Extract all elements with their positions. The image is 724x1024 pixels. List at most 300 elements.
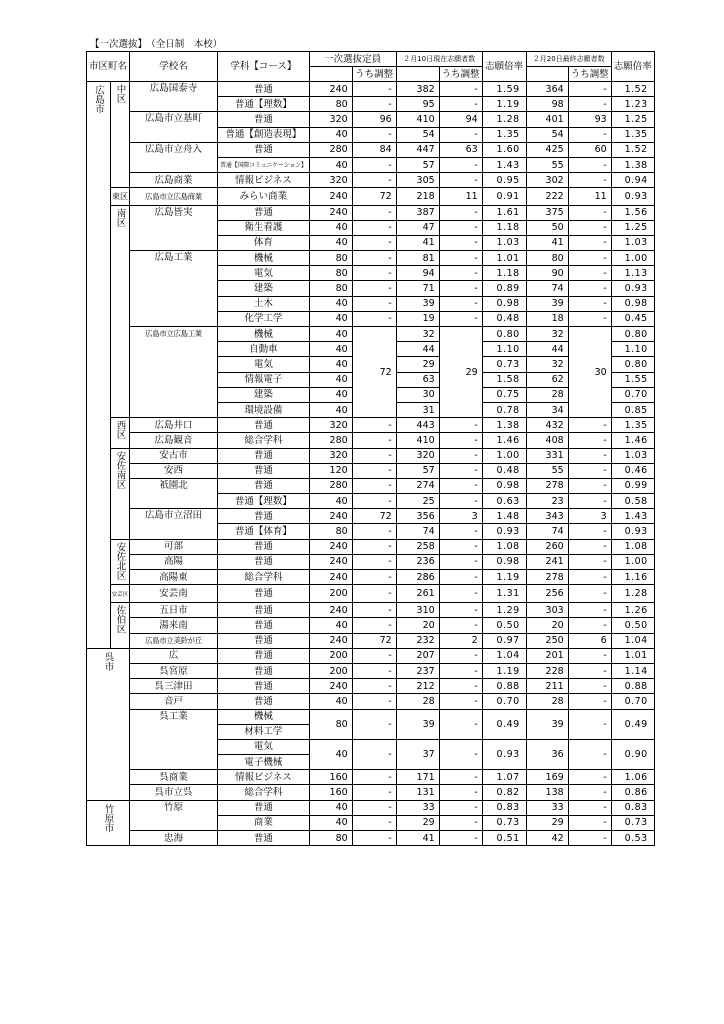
capacity-value: 80 [309,97,352,112]
capacity-adjust-value: - [352,281,396,296]
department: 衛生看護 [218,220,310,235]
school-name: 広島市立広島工業 [130,327,218,418]
feb20-applicants: 50 [526,220,568,235]
feb20-adjust-value: - [568,478,611,493]
school-name: 安芸南 [130,585,218,603]
capacity-value: 200 [309,585,352,603]
feb20-adjust-value: - [568,448,611,463]
ratio2-value: 1.56 [611,205,654,220]
ratio2-value: 1.04 [611,633,654,648]
feb20-applicants: 364 [526,82,568,97]
ratio2-value: 0.49 [611,709,654,739]
capacity-value: 240 [309,570,352,585]
feb20-adjust-value: 60 [568,142,611,157]
school-name: 広島商業 [130,173,218,188]
capacity-value: 240 [309,679,352,694]
ratio1-value: 1.00 [482,448,526,463]
header-capacity-blank [309,67,352,82]
city-cell [87,648,130,800]
feb10-applicants: 28 [396,694,439,709]
capacity-value: 80 [309,251,352,266]
feb20-applicants: 29 [526,815,568,830]
feb10-adjust-value: - [439,463,482,478]
feb10-applicants: 95 [396,97,439,112]
feb20-adjust-value: 93 [568,112,611,127]
ward-name: 安佐南区 [114,450,126,489]
ratio2-value: 1.38 [611,157,654,172]
ratio1-value: 0.63 [482,494,526,509]
feb20-adjust-value: - [568,648,611,663]
school-name: 広島市立舟入 [130,142,218,172]
department: 総合学科 [218,433,310,448]
header-ratio2: 志願倍率 [611,52,654,82]
feb20-applicants: 228 [526,663,568,678]
feb10-applicants: 274 [396,478,439,493]
department: 電気 [218,739,310,754]
capacity-value: 280 [309,433,352,448]
ratio1-value: 0.89 [482,281,526,296]
feb20-adjust-value: - [568,494,611,509]
department: 普通 [218,831,310,846]
ratio2-value: 0.93 [611,281,654,296]
feb10-applicants: 41 [396,235,439,250]
school-name: 祇園北 [130,478,218,508]
feb20-adjust-value: - [568,97,611,112]
table-row [87,418,655,433]
ratio2-value: 1.26 [611,603,654,618]
feb20-applicants: 39 [526,709,568,739]
capacity-value: 40 [309,402,352,417]
city-name: 広島市 [92,85,104,114]
table-row [87,770,655,785]
feb20-adjust-value: - [568,831,611,846]
ratio1-value: 0.50 [482,618,526,633]
header-feb20: ２月20日最終志願者数 [526,52,611,67]
table-row [87,554,655,569]
table-row [87,433,655,448]
table-row [87,570,655,585]
ratio1-value: 0.97 [482,633,526,648]
header-feb10: ２月10日現在志願者数 [396,52,482,67]
ratio1-value: 0.98 [482,554,526,569]
capacity-adjust-value: - [352,173,396,188]
feb20-applicants: 32 [526,357,568,372]
ratio2-value: 0.80 [611,327,654,342]
feb20-applicants: 42 [526,831,568,846]
feb20-applicants: 34 [526,402,568,417]
feb20-applicants: 211 [526,679,568,694]
ratio2-value: 0.70 [611,694,654,709]
capacity-value: 320 [309,173,352,188]
feb10-applicants: 261 [396,585,439,603]
ratio1-value: 1.48 [482,509,526,524]
feb10-adjust-value: 2 [439,633,482,648]
capacity-adjust-value: - [352,770,396,785]
capacity-adjust-value: - [352,785,396,800]
department: 建築 [218,387,310,402]
feb20-adjust-value: - [568,311,611,326]
capacity-value: 40 [309,739,352,769]
feb10-adjust-value: - [439,433,482,448]
header-feb10-blank [396,67,439,82]
ward-name: 東区 [111,192,128,202]
department: 化学工学 [218,311,310,326]
feb20-applicants: 98 [526,97,568,112]
capacity-adjust-value: - [352,539,396,554]
department: 普通 [218,800,310,815]
feb20-applicants: 375 [526,205,568,220]
capacity-value: 160 [309,785,352,800]
feb10-applicants: 410 [396,433,439,448]
capacity-adjust-value: - [352,157,396,172]
department: 機械 [218,327,310,342]
feb10-applicants: 31 [396,402,439,417]
ratio2-value: 1.25 [611,112,654,127]
header-capacity: 一次選抜定員 [309,52,396,67]
school-name: 可部 [130,539,218,554]
ratio1-value: 1.58 [482,372,526,387]
feb20-adjust-value: - [568,663,611,678]
ratio1-value: 0.78 [482,402,526,417]
header-feb20-blank [526,67,568,82]
feb10-adjust-value: - [439,524,482,539]
feb20-adjust-value: 30 [568,327,611,418]
feb10-applicants: 41 [396,831,439,846]
department: 普通 [218,82,310,97]
feb10-applicants: 20 [396,618,439,633]
department: 普通 [218,618,310,633]
ratio1-value: 1.04 [482,648,526,663]
ratio1-value: 0.82 [482,785,526,800]
feb20-applicants: 39 [526,296,568,311]
feb10-adjust-value: - [439,205,482,220]
feb20-adjust-value: - [568,82,611,97]
feb20-adjust-value: - [568,785,611,800]
ratio1-value: 0.88 [482,679,526,694]
feb20-adjust-value: - [568,554,611,569]
table-row [87,663,655,678]
department: 機械 [218,709,310,724]
ratio1-value: 1.08 [482,539,526,554]
ratio1-value: 1.28 [482,112,526,127]
school-name: 広島市立基町 [130,112,218,142]
feb20-applicants: 41 [526,235,568,250]
feb20-adjust-value: - [568,770,611,785]
ratio2-value: 1.35 [611,127,654,142]
ratio1-value: 0.98 [482,296,526,311]
feb20-applicants: 36 [526,739,568,769]
ratio2-value: 0.94 [611,173,654,188]
school-name: 呉市立呉 [130,785,218,800]
capacity-adjust-value: - [352,585,396,603]
feb10-adjust-value: - [439,539,482,554]
feb10-adjust-value: - [439,478,482,493]
ratio2-value: 1.55 [611,372,654,387]
ratio1-value: 0.83 [482,800,526,815]
ratio2-value: 1.52 [611,142,654,157]
feb10-adjust-value: - [439,831,482,846]
feb20-applicants: 222 [526,188,568,205]
table-caption [90,36,222,50]
ratio1-value: 1.07 [482,770,526,785]
department: 電気 [218,357,310,372]
capacity-adjust-value: - [352,648,396,663]
capacity-adjust-value: - [352,570,396,585]
ratio2-value: 0.73 [611,815,654,830]
feb10-adjust-value: - [439,281,482,296]
feb20-applicants: 55 [526,157,568,172]
feb10-adjust-value: - [439,770,482,785]
feb10-applicants: 47 [396,220,439,235]
feb10-applicants: 218 [396,188,439,205]
ratio2-value: 1.16 [611,570,654,585]
capacity-adjust-value: - [352,448,396,463]
feb20-applicants: 425 [526,142,568,157]
capacity-adjust-value: - [352,554,396,569]
school-name: 高陽 [130,554,218,569]
ratio2-value: 1.28 [611,585,654,603]
ratio1-value: 1.43 [482,157,526,172]
capacity-value: 80 [309,831,352,846]
department: 普通 [218,205,310,220]
ratio2-value: 1.10 [611,342,654,357]
feb10-adjust-value: - [439,618,482,633]
feb10-applicants: 63 [396,372,439,387]
feb10-applicants: 29 [396,815,439,830]
capacity-adjust-value: - [352,831,396,846]
capacity-value: 240 [309,633,352,648]
ward-cell [110,188,129,205]
table-row [87,173,655,188]
table-row [87,463,655,478]
ratio2-value: 1.46 [611,433,654,448]
capacity-adjust-value: - [352,433,396,448]
ratio1-value: 0.73 [482,357,526,372]
capacity-adjust-value: - [352,220,396,235]
table-row [87,448,655,463]
ratio1-value: 1.60 [482,142,526,157]
department: 普通【理数】 [218,97,310,112]
department: 普通 [218,448,310,463]
capacity-value: 120 [309,463,352,478]
feb20-applicants: 169 [526,770,568,785]
feb20-adjust-value: - [568,220,611,235]
department: 普通【理数】 [218,494,310,509]
city-name: 呉市 [102,651,114,671]
capacity-adjust-value: 72 [352,327,396,418]
ratio1-value: 1.19 [482,570,526,585]
ratio2-value: 1.23 [611,97,654,112]
capacity-adjust-value: 72 [352,188,396,205]
table-row [87,112,655,127]
feb20-adjust-value: 6 [568,633,611,648]
department: 総合学科 [218,785,310,800]
header-feb10-adjust: うち調整 [439,67,482,82]
ward-cell [110,585,129,603]
table-row [87,585,655,603]
feb10-applicants: 286 [396,570,439,585]
feb10-adjust-value: - [439,694,482,709]
department: 情報電子 [218,372,310,387]
capacity-adjust-value: - [352,800,396,815]
table-row [87,327,655,342]
capacity-adjust-value: - [352,815,396,830]
feb10-applicants: 236 [396,554,439,569]
feb20-adjust-value: - [568,585,611,603]
feb20-adjust-value: - [568,679,611,694]
table-row [87,800,655,815]
capacity-adjust-value: - [352,679,396,694]
ratio2-value: 1.13 [611,266,654,281]
capacity-value: 80 [309,709,352,739]
school-name: 湯来南 [130,618,218,633]
feb10-applicants: 39 [396,296,439,311]
department: 機械 [218,251,310,266]
school-name: 安古市 [130,448,218,463]
ratio1-value: 1.10 [482,342,526,357]
ratio1-value: 1.46 [482,433,526,448]
ratio2-value: 1.14 [611,663,654,678]
feb20-applicants: 303 [526,603,568,618]
capacity-adjust-value: - [352,603,396,618]
department: 普通 [218,663,310,678]
feb20-adjust-value: - [568,603,611,618]
feb20-applicants: 80 [526,251,568,266]
school-name: 呉工業 [130,709,218,770]
feb20-applicants: 241 [526,554,568,569]
feb20-applicants: 278 [526,570,568,585]
capacity-adjust-value: - [352,694,396,709]
ward-cell [110,539,129,585]
feb10-applicants: 57 [396,463,439,478]
department: 普通 [218,463,310,478]
department: 普通 [218,112,310,127]
school-name: 広 [130,648,218,663]
feb20-applicants: 28 [526,694,568,709]
feb10-applicants: 232 [396,633,439,648]
ratio1-value: 1.31 [482,585,526,603]
feb20-adjust-value: - [568,739,611,769]
department: みらい商業 [218,188,310,205]
feb10-adjust-value: - [439,585,482,603]
school-name: 広島工業 [130,251,218,327]
feb20-applicants: 74 [526,524,568,539]
capacity-value: 40 [309,357,352,372]
ward-name: 南区 [114,207,126,227]
feb10-applicants: 39 [396,709,439,739]
table-row [87,539,655,554]
feb20-adjust-value: - [568,694,611,709]
feb10-applicants: 37 [396,739,439,769]
capacity-adjust-value: - [352,494,396,509]
feb10-adjust-value: - [439,679,482,694]
capacity-value: 40 [309,296,352,311]
feb10-adjust-value: - [439,296,482,311]
capacity-adjust-value: - [352,418,396,433]
ratio1-value: 0.91 [482,188,526,205]
feb20-applicants: 260 [526,539,568,554]
capacity-adjust-value: - [352,82,396,97]
feb10-adjust-value: - [439,554,482,569]
feb10-applicants: 131 [396,785,439,800]
feb20-applicants: 408 [526,433,568,448]
ratio2-value: 1.08 [611,539,654,554]
feb20-applicants: 90 [526,266,568,281]
feb20-applicants: 432 [526,418,568,433]
feb20-applicants: 54 [526,127,568,142]
table-row [87,831,655,846]
table-row [87,633,655,648]
table-row [87,478,655,493]
department: 普通 [218,694,310,709]
ratio2-value: 1.01 [611,648,654,663]
feb20-adjust-value: - [568,296,611,311]
capacity-value: 80 [309,266,352,281]
feb20-adjust-value: - [568,539,611,554]
capacity-adjust-value: 72 [352,633,396,648]
feb20-adjust-value: - [568,173,611,188]
ratio1-value: 0.80 [482,327,526,342]
feb20-adjust-value: - [568,266,611,281]
feb20-applicants: 201 [526,648,568,663]
feb10-adjust-value: - [439,220,482,235]
table-row [87,82,655,97]
feb10-applicants: 25 [396,494,439,509]
feb20-applicants: 278 [526,478,568,493]
department: 体育 [218,235,310,250]
capacity-value: 80 [309,281,352,296]
feb20-applicants: 331 [526,448,568,463]
feb10-applicants: 29 [396,357,439,372]
school-name: 竹原 [130,800,218,830]
feb10-applicants: 19 [396,311,439,326]
ward-cell [110,448,129,539]
capacity-value: 320 [309,112,352,127]
department: 普通 [218,679,310,694]
ratio1-value: 1.61 [482,205,526,220]
ratio1-value: 0.93 [482,524,526,539]
capacity-value: 280 [309,478,352,493]
ratio2-value: 1.25 [611,220,654,235]
capacity-value: 240 [309,205,352,220]
feb20-adjust-value: - [568,800,611,815]
feb10-adjust-value: - [439,97,482,112]
capacity-adjust-value: - [352,478,396,493]
capacity-value: 40 [309,342,352,357]
ratio2-value: 0.90 [611,739,654,769]
department: 普通【創造表現】 [218,127,310,142]
feb10-applicants: 81 [396,251,439,266]
department: 情報ビジネス [218,770,310,785]
feb20-adjust-value: - [568,235,611,250]
table-row [87,785,655,800]
capacity-adjust-value: - [352,205,396,220]
capacity-value: 320 [309,448,352,463]
ratio1-value: 1.18 [482,266,526,281]
ratio2-value: 1.43 [611,509,654,524]
ratio1-value: 0.48 [482,311,526,326]
feb10-applicants: 387 [396,205,439,220]
capacity-adjust-value: - [352,663,396,678]
header-feb20-adjust: うち調整 [568,67,611,82]
feb10-adjust-value: - [439,251,482,266]
feb20-adjust-value: - [568,815,611,830]
table-row [87,251,655,266]
capacity-value: 40 [309,618,352,633]
ratio2-value: 0.99 [611,478,654,493]
ratio1-value: 1.29 [482,603,526,618]
school-name: 忠海 [130,831,218,846]
